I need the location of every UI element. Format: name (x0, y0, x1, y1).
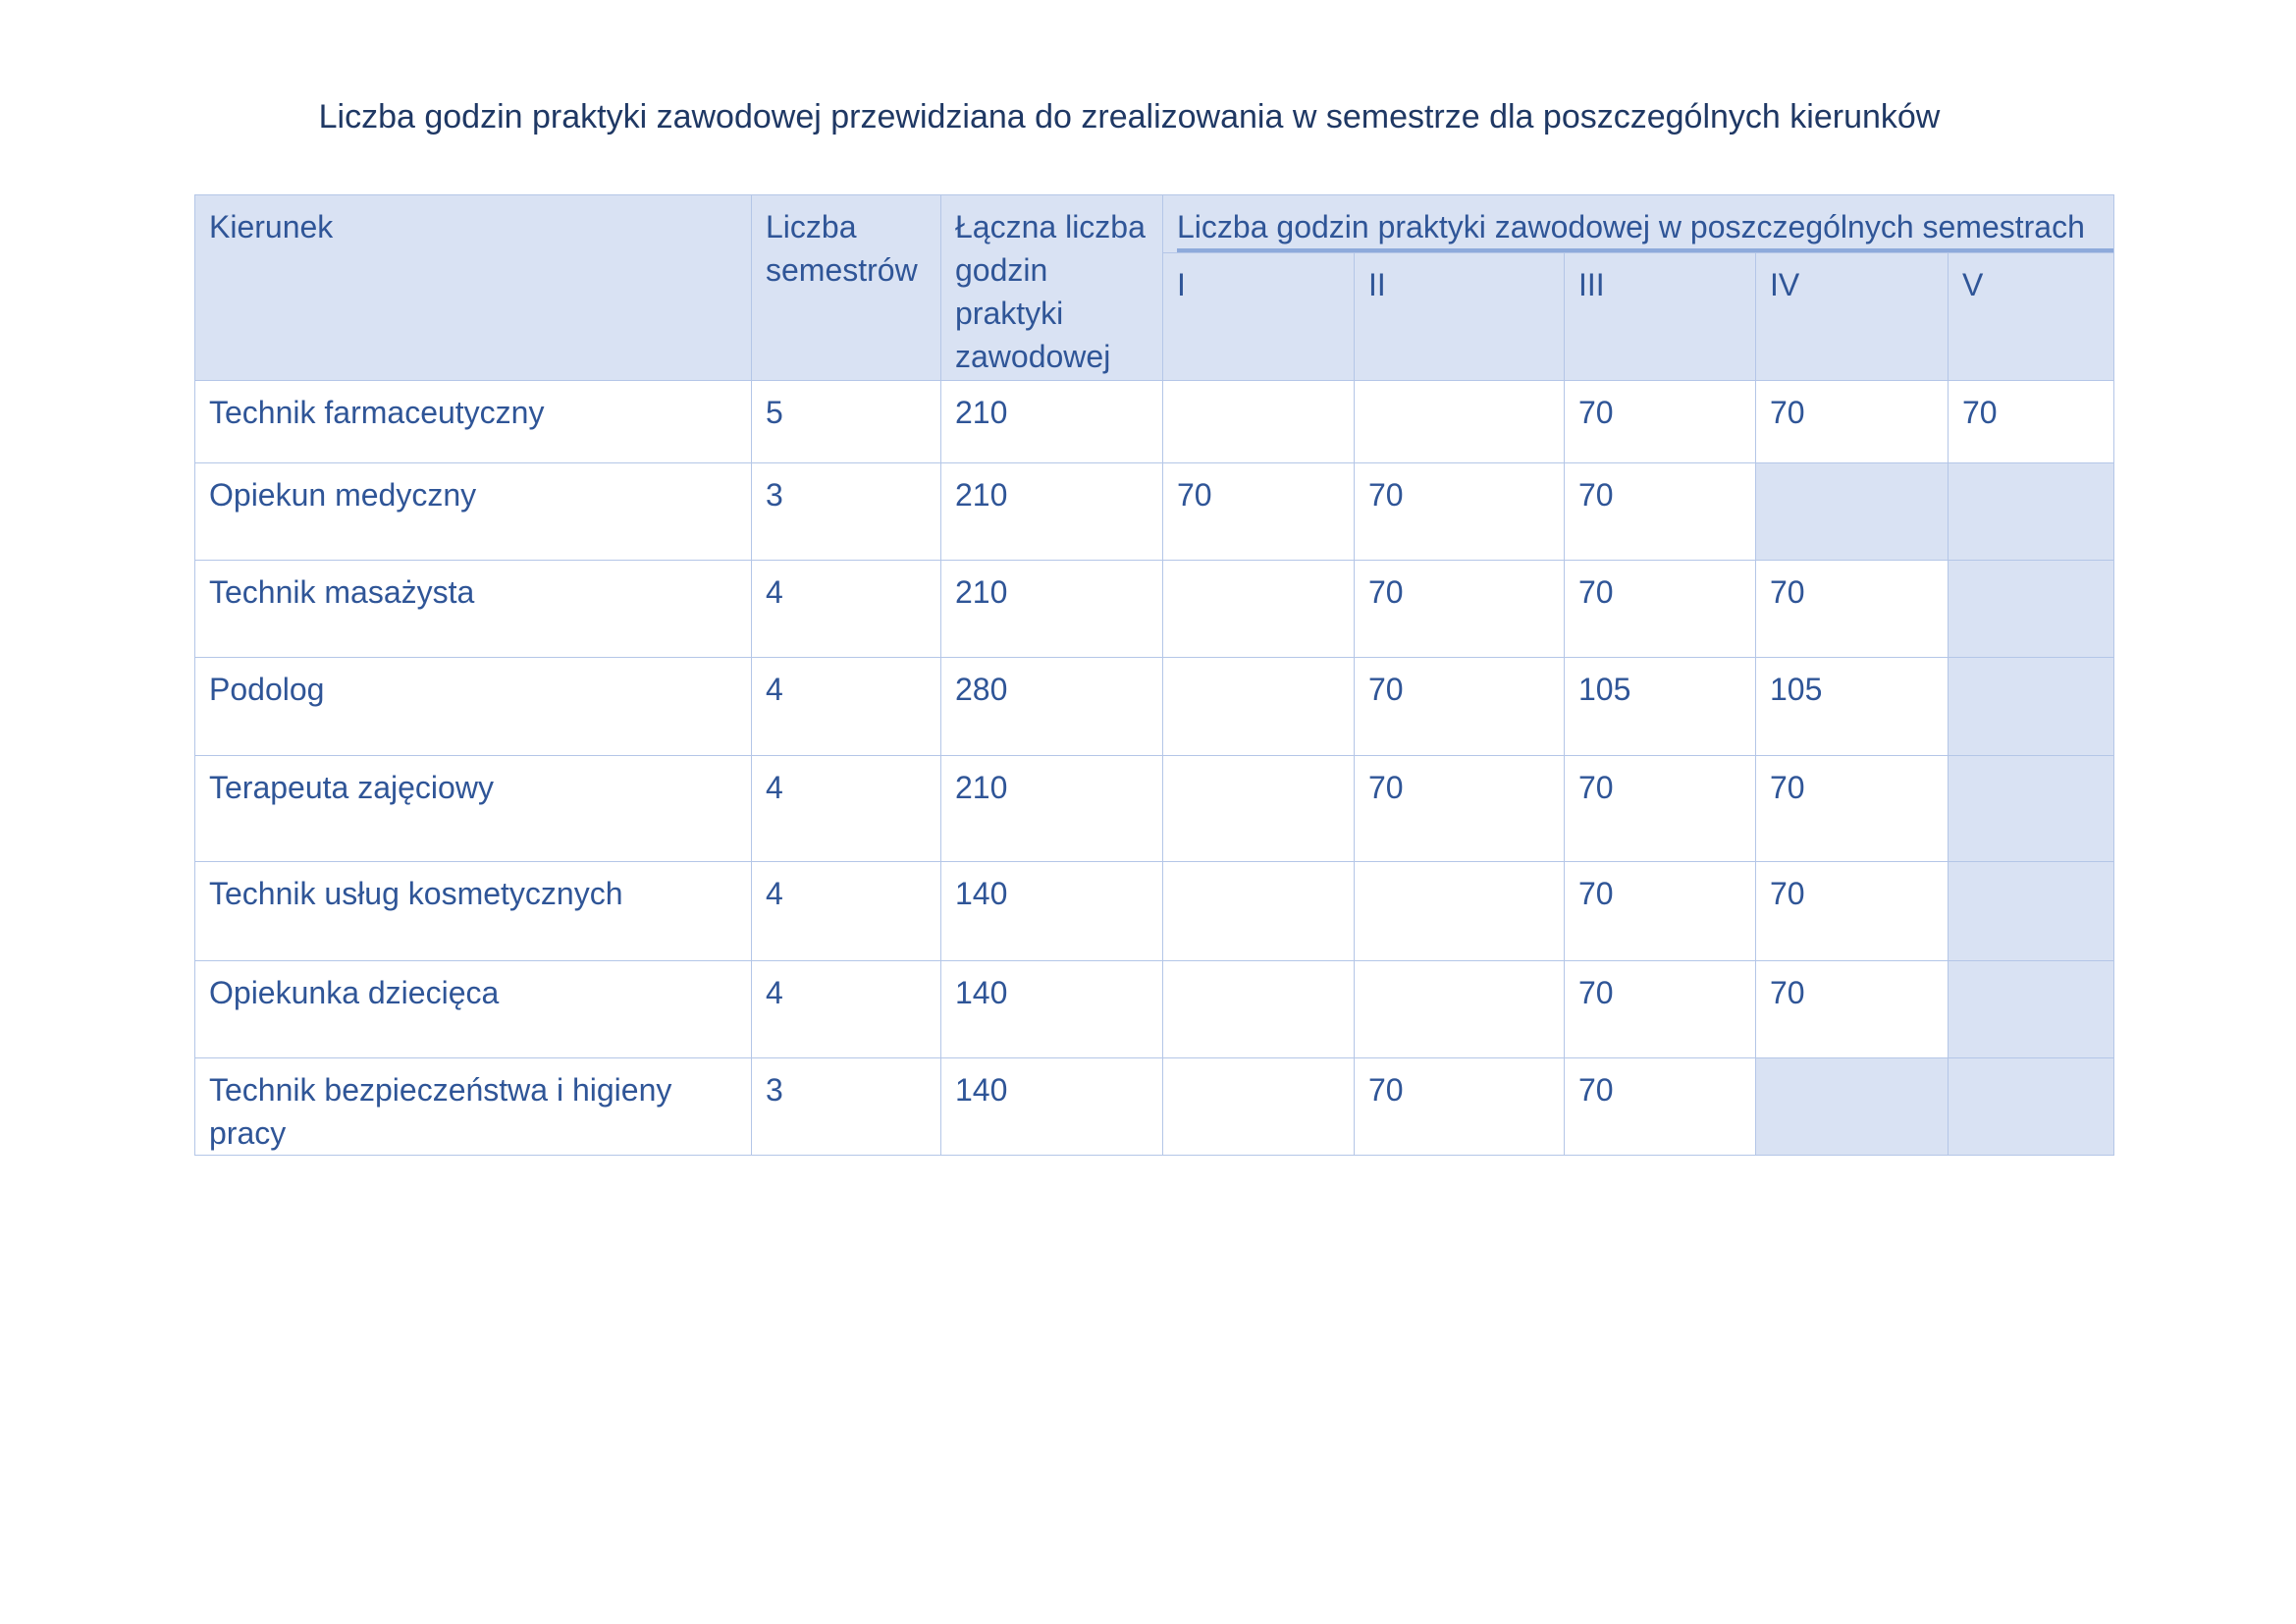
cell-semester-iii: 70 (1565, 1058, 1756, 1156)
document-title: Liczba godzin praktyki zawodowej przewidziana do zrealizowania w semestrze dla poszczególnych kierunków (318, 98, 1941, 135)
cell-liczba-semestrow: 4 (752, 756, 941, 862)
cell-semester-i (1163, 756, 1355, 862)
cell-semester-v: 70 (1949, 381, 2114, 463)
header-liczba-semestrow: Liczba semestrów (752, 195, 941, 381)
cell-kierunek: Technik masażysta (195, 561, 752, 658)
header-semester-iv: IV (1756, 253, 1949, 381)
cell-semester-ii (1355, 381, 1565, 463)
cell-liczba-semestrow: 3 (752, 1058, 941, 1156)
cell-semester-iv: 70 (1756, 961, 1949, 1058)
table-header (195, 195, 2114, 381)
cell-semester-v (1949, 961, 2114, 1058)
cell-semester-i (1163, 1058, 1355, 1156)
header-semester-iii: III (1565, 253, 1756, 381)
cell-laczna-liczba: 210 (941, 561, 1163, 658)
cell-kierunek: Technik bezpieczeństwa i higieny pracy (195, 1058, 752, 1156)
cell-semester-v (1949, 756, 2114, 862)
cell-semester-v (1949, 1058, 2114, 1156)
cell-semester-i: 70 (1163, 463, 1355, 561)
cell-semester-v (1949, 561, 2114, 658)
table-row (195, 463, 2114, 561)
cell-semester-iii: 70 (1565, 381, 1756, 463)
cell-liczba-semestrow: 3 (752, 463, 941, 561)
cell-semester-ii: 70 (1355, 658, 1565, 756)
cell-laczna-liczba: 140 (941, 862, 1163, 961)
cell-kierunek: Terapeuta zajęciowy (195, 756, 752, 862)
cell-semester-v (1949, 463, 2114, 561)
cell-semester-i (1163, 961, 1355, 1058)
cell-semester-iv: 70 (1756, 756, 1949, 862)
header-kierunek: Kierunek (195, 195, 752, 381)
cell-semester-iii: 70 (1565, 862, 1756, 961)
cell-semester-iv: 70 (1756, 561, 1949, 658)
cell-semester-iii: 70 (1565, 561, 1756, 658)
cell-semester-iv: 105 (1756, 658, 1949, 756)
cell-semester-i (1163, 381, 1355, 463)
cell-kierunek: Podolog (195, 658, 752, 756)
cell-semester-iv (1756, 1058, 1949, 1156)
header-semester-v: V (1949, 253, 2114, 381)
cell-laczna-liczba: 140 (941, 1058, 1163, 1156)
cell-semester-i (1163, 561, 1355, 658)
cell-semester-ii: 70 (1355, 1058, 1565, 1156)
cell-laczna-liczba: 140 (941, 961, 1163, 1058)
cell-semester-iv: 70 (1756, 381, 1949, 463)
cell-laczna-liczba: 210 (941, 756, 1163, 862)
practice-hours-table (194, 194, 2114, 1156)
cell-semester-iv: 70 (1756, 862, 1949, 961)
table-row (195, 961, 2114, 1058)
header-laczna-liczba-godzin: Łączna liczba godzin praktyki zawodowej (941, 195, 1163, 381)
cell-liczba-semestrow: 4 (752, 862, 941, 961)
cell-semester-i (1163, 658, 1355, 756)
table-row (195, 862, 2114, 961)
cell-semester-i (1163, 862, 1355, 961)
header-semester-ii: II (1355, 253, 1565, 381)
cell-semester-v (1949, 658, 2114, 756)
cell-semester-ii: 70 (1355, 756, 1565, 862)
table-body (195, 381, 2114, 1156)
table-row (195, 381, 2114, 463)
table-row (195, 561, 2114, 658)
cell-liczba-semestrow: 5 (752, 381, 941, 463)
cell-semester-v (1949, 862, 2114, 961)
cell-liczba-semestrow: 4 (752, 561, 941, 658)
cell-kierunek: Technik usług kosmetycznych (195, 862, 752, 961)
cell-laczna-liczba: 280 (941, 658, 1163, 756)
cell-semester-iii: 70 (1565, 756, 1756, 862)
cell-laczna-liczba: 210 (941, 381, 1163, 463)
cell-semester-ii (1355, 862, 1565, 961)
table-row (195, 756, 2114, 862)
table-row (195, 658, 2114, 756)
table-row (195, 1058, 2114, 1156)
header-semester-group (1163, 195, 2114, 253)
cell-semester-iii: 70 (1565, 961, 1756, 1058)
cell-liczba-semestrow: 4 (752, 961, 941, 1058)
cell-laczna-liczba: 210 (941, 463, 1163, 561)
cell-liczba-semestrow: 4 (752, 658, 941, 756)
cell-kierunek: Opiekunka dziecięca (195, 961, 752, 1058)
cell-kierunek: Technik farmaceutyczny (195, 381, 752, 463)
header-semester-group-label: Liczba godzin praktyki zawodowej w poszczególnych semestrach (1177, 205, 2113, 252)
cell-semester-ii: 70 (1355, 463, 1565, 561)
cell-semester-ii: 70 (1355, 561, 1565, 658)
cell-semester-iv (1756, 463, 1949, 561)
cell-semester-ii (1355, 961, 1565, 1058)
cell-kierunek: Opiekun medyczny (195, 463, 752, 561)
header-semester-i: I (1163, 253, 1355, 381)
cell-semester-iii: 105 (1565, 658, 1756, 756)
cell-semester-iii: 70 (1565, 463, 1756, 561)
